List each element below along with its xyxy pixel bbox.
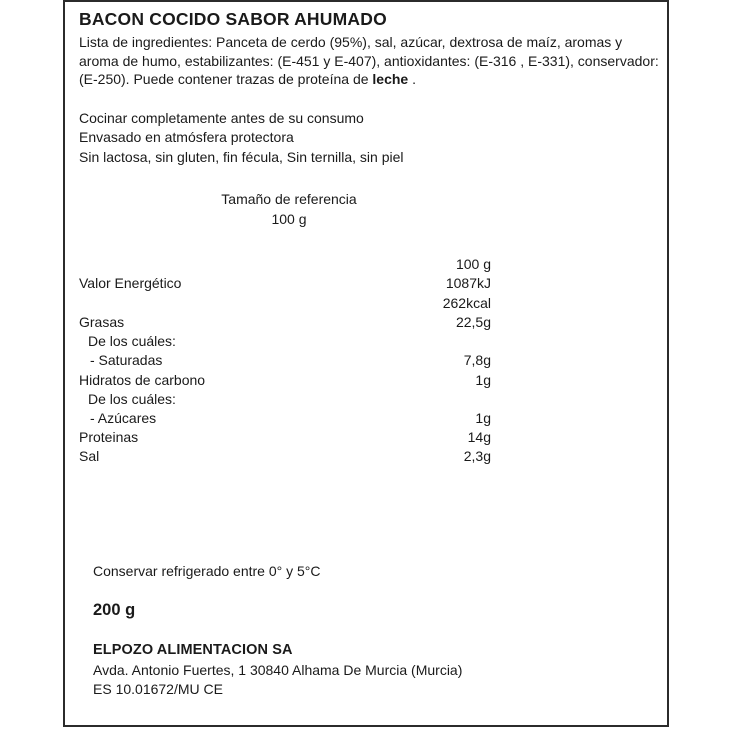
nutrition-row-value: 14g <box>467 429 491 446</box>
note-cooking: Cocinar completamente antes de su consumo <box>79 109 364 126</box>
nutrition-row <box>79 351 491 370</box>
nutrition-row <box>79 409 491 428</box>
nutrition-row-label <box>79 294 377 313</box>
nutrition-row-value: 1g <box>475 371 491 388</box>
nutrition-row-label: Proteinas <box>79 429 139 446</box>
nutrition-row <box>79 294 491 313</box>
nutrition-header-row <box>79 255 491 274</box>
nutrition-row-label: De los cuáles: <box>88 390 176 407</box>
nutrition-row <box>79 313 491 332</box>
ingredients-text-suffix: . <box>408 71 416 88</box>
nutrition-row-value: 2,3g <box>463 448 491 465</box>
usage-notes <box>79 109 657 168</box>
nutrition-row-value: 22,5g <box>455 313 491 330</box>
nutrition-row-value: 1087kJ <box>445 275 491 292</box>
product-label-card <box>63 0 669 727</box>
nutrition-row <box>79 447 491 466</box>
nutrition-column-header: 100 g <box>455 256 491 273</box>
nutrition-table <box>79 255 491 466</box>
allergen-highlight: leche <box>372 71 409 88</box>
nutrition-row-label: Valor Energético <box>79 275 182 292</box>
nutrition-row-label: Sal <box>79 448 100 465</box>
storage-instruction: Conservar refrigerado entre 0° y 5°C <box>93 563 321 579</box>
nutrition-row <box>79 390 491 409</box>
reference-size-block <box>79 190 499 229</box>
health-registration-number: ES 10.01672/MU CE <box>93 681 223 697</box>
nutrition-row <box>79 332 491 351</box>
nutrition-row-value: 262kcal <box>442 294 491 311</box>
reference-size-heading: Tamaño de referencia <box>221 191 357 208</box>
nutrition-row-label: Hidratos de carbono <box>79 371 206 388</box>
nutrition-row-value <box>377 390 491 409</box>
nutrition-row <box>79 274 491 293</box>
label-content <box>79 2 659 697</box>
product-title: BACON COCIDO SABOR AHUMADO <box>79 9 387 29</box>
nutrition-row-label: Grasas <box>79 313 125 330</box>
manufacturer-block <box>93 641 462 700</box>
nutrition-row-value <box>377 332 491 351</box>
note-free-from: Sin lactosa, sin gluten, fin fécula, Sin ternilla, sin piel <box>79 148 404 165</box>
ingredients-list <box>79 33 659 89</box>
net-weight: 200 g <box>93 601 136 619</box>
nutrition-row-value: 1g <box>475 409 491 426</box>
reference-size-amount: 100 g <box>271 210 307 227</box>
nutrition-row <box>79 428 491 447</box>
manufacturer-address: Avda. Antonio Fuertes, 1 30840 Alhama De Murcia (Murcia) <box>93 661 463 678</box>
nutrition-row-label: - Saturadas <box>90 352 163 369</box>
nutrition-row-value: 7,8g <box>463 352 491 369</box>
nutrition-table-body <box>79 255 491 466</box>
nutrition-row-label: - Azúcares <box>90 409 157 426</box>
nutrition-header-spacer <box>79 255 377 274</box>
note-packaging: Envasado en atmósfera protectora <box>79 129 294 146</box>
nutrition-row <box>79 371 491 390</box>
manufacturer-name: ELPOZO ALIMENTACION SA <box>93 642 293 658</box>
nutrition-row-label: De los cuáles: <box>88 333 176 350</box>
ingredients-text: Lista de ingredientes: Panceta de cerdo (95%), sal, azúcar, dextrosa de maíz, aromas y aroma de humo, estabilizantes: (E-451 y E-407), antioxidantes: (E-316 , E-331), conservador: (E-250). Puede contener trazas de proteína de <box>79 34 659 88</box>
